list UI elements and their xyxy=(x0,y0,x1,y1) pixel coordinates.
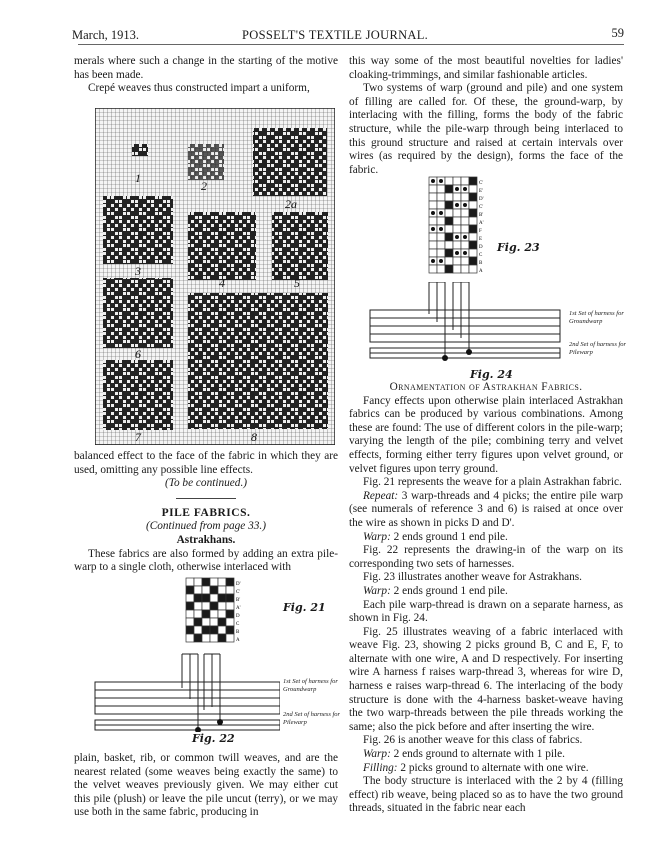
weave-cell xyxy=(461,241,469,249)
weave-cell xyxy=(437,241,445,249)
weave-cell xyxy=(453,225,461,233)
weave-cell xyxy=(437,185,445,193)
row-label: A' xyxy=(236,606,241,611)
weave-block-5 xyxy=(272,212,328,280)
weave-cell xyxy=(445,209,453,217)
weave-cell xyxy=(461,217,469,225)
section-title: PILE FABRICS. xyxy=(161,506,251,519)
section-divider xyxy=(176,498,236,499)
weave-cell xyxy=(210,610,218,618)
weave-cell xyxy=(437,217,445,225)
weave-cell xyxy=(186,602,194,610)
fig-23-caption: Fig. 23 xyxy=(497,241,540,254)
row-label: F xyxy=(479,229,482,234)
paragraph: Two systems of warp (ground and pile) and one system of filling are called for. Of these, the ground-warp, by interlacing with the filling, forms the body of the fabric structure, while the pile-warp through being interlaced to this ground structure and raised at certain intervals over wires (as required by the design), forms the face of the fabric. xyxy=(349,82,623,176)
paragraph-text: 2 ends ground 1 end pile. xyxy=(390,530,508,543)
weave-cell xyxy=(202,602,210,610)
weave-cell xyxy=(469,193,477,201)
paragraph: merals where such a change in the starting of the motive has been made. xyxy=(74,55,338,81)
weave-dot xyxy=(455,235,459,239)
figure-label: 6 xyxy=(135,347,141,361)
figure-label: 2a xyxy=(285,197,297,211)
fig-21-caption: Fig. 21 xyxy=(283,601,326,614)
row-label: D xyxy=(236,614,240,619)
row-label: D xyxy=(479,245,483,250)
weave-cell xyxy=(218,618,226,626)
fig-24-caption: Fig. 24 xyxy=(470,368,513,381)
weave-cell xyxy=(194,578,202,586)
weave-cell xyxy=(461,225,469,233)
weave-dot xyxy=(439,227,443,231)
weave-dot xyxy=(431,211,435,215)
weave-cell xyxy=(437,249,445,257)
weave-dot xyxy=(431,227,435,231)
paragraph xyxy=(349,531,623,545)
weave-block-4 xyxy=(188,212,256,280)
weave-cell xyxy=(202,626,210,634)
paragraph: Fig. 25 illustrates weaving of a fabric interlaced with weave Fig. 23, showing 2 picks ground B, C and E, F, to alternate with one wire, A and D respectively. For inserting wire A harness f raises warp-thread 3, whereas for wire D, harness e raises warp-thread 6. The interlacing of the body structure is done with the 4-harness basket-weave having the two warp-threads between the pile threads working the same; also the pick before and after inserting the wire. xyxy=(349,625,623,733)
paragraph: The body structure is interlaced with the 2 by 4 (filling effect) rib weave, being placed so as to have the two ground threads, situated in the fabric near each xyxy=(349,775,623,815)
paragraph: Each pile warp-thread is drawn on a separate harness, as shown in Fig. 24. xyxy=(349,598,623,625)
weave-cell xyxy=(469,201,477,209)
row-label: C xyxy=(236,622,240,627)
page-number: 59 xyxy=(611,26,624,40)
paragraph xyxy=(349,490,623,531)
paragraph-label: Warp: xyxy=(363,530,391,543)
subsection-title: Astrakhans. xyxy=(176,533,236,546)
weave-cell xyxy=(453,257,461,265)
weave-cell xyxy=(461,177,469,185)
weave-cell xyxy=(226,578,234,586)
weave-block-7 xyxy=(103,360,173,430)
left-column-top xyxy=(74,55,338,96)
paragraph: These fabrics are also formed by adding an extra pile-warp to a single cloth, otherwise interlaced with xyxy=(74,547,338,574)
weave-dot xyxy=(431,259,435,263)
fig-22-label-1: 1st Set of harness for Groundwarp xyxy=(283,678,338,693)
weave-cell xyxy=(202,618,210,626)
figure-label: 3 xyxy=(135,264,141,278)
fig-22-caption: Fig. 22 xyxy=(192,732,235,745)
weave-cell xyxy=(186,634,194,642)
row-label: C xyxy=(479,253,483,258)
fig-24-harness-diagram xyxy=(365,282,565,366)
weave-cell xyxy=(429,233,437,241)
weave-cell xyxy=(218,594,226,602)
weave-cell xyxy=(218,610,226,618)
weave-cell xyxy=(453,193,461,201)
weave-cell xyxy=(218,586,226,594)
paragraph-text: 2 ends ground 1 end pile. xyxy=(390,584,508,597)
weave-cell xyxy=(186,610,194,618)
weave-cell xyxy=(226,626,234,634)
weave-cell xyxy=(218,578,226,586)
fig-21-weave-diagram xyxy=(185,577,255,643)
paragraph: Crepé weaves thus constructed impart a uniform, xyxy=(88,82,310,95)
weave-cell xyxy=(469,265,477,273)
weave-cell xyxy=(453,265,461,273)
weave-dot xyxy=(455,251,459,255)
weave-cell xyxy=(194,594,202,602)
weave-cell xyxy=(469,225,477,233)
weave-cell xyxy=(445,177,453,185)
right-column-top xyxy=(349,55,623,177)
row-label: A xyxy=(236,638,240,643)
weave-cell xyxy=(429,185,437,193)
row-label: C' xyxy=(236,590,241,595)
weave-cell xyxy=(202,594,210,602)
weave-cell xyxy=(186,618,194,626)
left-column-bottom xyxy=(74,752,338,820)
paragraph: Fig. 21 represents the weave for a plain Astrakhan fabric. xyxy=(363,476,622,489)
paragraph xyxy=(349,762,623,776)
weave-cell xyxy=(194,618,202,626)
paragraph-label: Warp: xyxy=(363,748,391,761)
weave-cell xyxy=(469,177,477,185)
figure-label: 7 xyxy=(135,430,141,444)
weave-cell xyxy=(186,626,194,634)
weave-cell xyxy=(202,586,210,594)
weave-cell xyxy=(469,257,477,265)
weave-cell xyxy=(445,201,453,209)
row-label: E' xyxy=(479,189,483,194)
paragraph: balanced effect to the face of the fabric in which they are used, omitting any possible line effects. xyxy=(74,450,338,476)
paragraph-text: 3 warp-threads and 4 picks; the entire pile warp (see numerals of reference 3 and 6) is raised at once over the wire as shown in picks D and D'. xyxy=(349,489,623,529)
section-continued-note: (Continued from page 33.) xyxy=(145,520,267,533)
weave-cell xyxy=(445,233,453,241)
continued-note: (To be continued.) xyxy=(164,477,248,490)
weave-cell xyxy=(194,626,202,634)
weave-cell xyxy=(210,634,218,642)
section-title: Ornamentation of Astrakhan Fabrics. xyxy=(389,381,583,393)
weave-cell xyxy=(453,209,461,217)
weave-cell xyxy=(453,177,461,185)
weave-cell xyxy=(469,209,477,217)
weave-dot xyxy=(463,187,467,191)
weave-cell xyxy=(429,193,437,201)
weave-dot xyxy=(455,187,459,191)
weave-cell xyxy=(226,610,234,618)
paragraph-text: 2 picks ground to alternate with one wire. xyxy=(397,761,589,774)
weave-cell xyxy=(461,193,469,201)
figure-label: 5 xyxy=(294,276,300,290)
weave-cell xyxy=(445,257,453,265)
weave-cell xyxy=(461,257,469,265)
row-label: B xyxy=(479,261,483,266)
weave-dot xyxy=(463,203,467,207)
left-column-mid xyxy=(74,450,338,575)
weave-cell xyxy=(469,217,477,225)
weave-cell xyxy=(437,201,445,209)
weave-cell xyxy=(202,578,210,586)
row-label: E xyxy=(479,237,483,242)
paragraph: Fancy effects upon otherwise plain interlaced Astrakhan fabrics can be produced by various combinations. Among these are found: The use of different colors in the pile-warp; varying the length of the pile; combining terry and velvet effects, forming either terry figures upon velvet ground, or velvet figures upon terry ground. xyxy=(349,394,623,475)
paragraph: plain, basket, rib, or common twill weaves, and are the nearest related (some weaves being exactly the same) to the velvet weaves previously given. We may either cut this pile (plush) or leave the pile uncut (terry), or we may use both in the same fabric, producing in xyxy=(74,752,338,819)
row-label: C' xyxy=(479,181,484,186)
weave-block-1 xyxy=(132,144,148,156)
fig-22-harness-diagram xyxy=(80,652,280,732)
page-header xyxy=(72,24,624,46)
weave-cell xyxy=(469,241,477,249)
paragraph: this way some of the most beautiful novelties for ladies' cloaking-trimmings, and similar fashionable articles. xyxy=(349,55,623,81)
weave-cell xyxy=(469,185,477,193)
weave-cell xyxy=(202,634,210,642)
figure-label: 2 xyxy=(201,179,207,193)
weave-cell xyxy=(429,265,437,273)
weave-cell xyxy=(194,610,202,618)
fig-24-label-2: 2nd Set of harness for Pilewarp xyxy=(569,341,627,356)
weave-dot xyxy=(463,235,467,239)
paragraph: Fig. 22 represents the drawing-in of the warp on its corresponding two sets of harnesses. xyxy=(349,544,623,570)
weave-cell xyxy=(210,594,218,602)
right-column-main xyxy=(349,381,623,816)
weave-cell xyxy=(445,249,453,257)
weave-cell xyxy=(437,233,445,241)
paragraph: Fig. 23 illustrates another weave for Astrakhans. xyxy=(363,571,582,584)
row-label: D' xyxy=(236,582,241,587)
weave-dot xyxy=(431,179,435,183)
weave-cell xyxy=(186,594,194,602)
weave-block-6 xyxy=(103,278,173,348)
weave-cell xyxy=(469,249,477,257)
issue-date: March, 1913. xyxy=(72,28,139,42)
weave-cell xyxy=(226,586,234,594)
weave-dot xyxy=(439,211,443,215)
weave-cell xyxy=(186,586,194,594)
weave-cell xyxy=(453,241,461,249)
weave-cell xyxy=(218,602,226,610)
figure-label: 4 xyxy=(219,276,225,290)
fig-24-label-1: 1st Set of harness for Groundwarp xyxy=(569,310,624,325)
weave-cell xyxy=(445,185,453,193)
row-label: A' xyxy=(479,221,484,226)
row-label: B xyxy=(236,630,240,635)
journal-title: POSSELT'S TEXTILE JOURNAL. xyxy=(242,28,429,42)
weave-dot xyxy=(463,251,467,255)
weave-cell xyxy=(194,634,202,642)
weave-dot xyxy=(455,203,459,207)
paragraph xyxy=(349,748,623,762)
weave-cell xyxy=(210,618,218,626)
crepe-weave-design-figure xyxy=(95,108,335,445)
paragraph-label: Filling: xyxy=(363,761,398,774)
weave-cell xyxy=(445,241,453,249)
weave-cell xyxy=(226,618,234,626)
weave-dot xyxy=(439,259,443,263)
weave-cell xyxy=(210,626,218,634)
weave-cell xyxy=(437,193,445,201)
row-label: C' xyxy=(479,205,484,210)
weave-cell xyxy=(461,265,469,273)
paragraph xyxy=(349,585,623,599)
weave-cell xyxy=(429,201,437,209)
weave-cell xyxy=(445,265,453,273)
weave-cell xyxy=(429,241,437,249)
weave-block-3 xyxy=(103,196,173,264)
weave-cell xyxy=(445,193,453,201)
paragraph-label: Warp: xyxy=(363,584,391,597)
paragraph-label: Repeat: xyxy=(363,489,399,502)
row-label: B' xyxy=(479,213,484,218)
weave-cell xyxy=(445,225,453,233)
weave-cell xyxy=(226,602,234,610)
weave-cell xyxy=(429,217,437,225)
paragraph: Fig. 26 is another weave for this class of fabrics. xyxy=(363,734,583,747)
weave-cell xyxy=(469,233,477,241)
weave-cell xyxy=(461,209,469,217)
weave-cell xyxy=(429,249,437,257)
row-label: B' xyxy=(236,598,241,603)
weave-cell xyxy=(453,217,461,225)
figure-label: 8 xyxy=(251,430,257,444)
weave-cell xyxy=(210,602,218,610)
paragraph-text: 2 ends ground to alternate with 1 pile. xyxy=(390,748,565,761)
weave-block-8 xyxy=(188,293,328,429)
weave-cell xyxy=(194,602,202,610)
weave-cell xyxy=(186,578,194,586)
figure-label: 1 xyxy=(135,171,141,185)
row-label: D' xyxy=(479,197,484,202)
fig-22-label-2: 2nd Set of harness for Pilewarp xyxy=(283,711,341,726)
weave-cell xyxy=(218,634,226,642)
weave-block-2a xyxy=(253,128,327,196)
weave-cell xyxy=(445,217,453,225)
weave-cell xyxy=(226,594,234,602)
row-label: A xyxy=(479,269,483,274)
weave-cell xyxy=(194,586,202,594)
weave-cell xyxy=(202,610,210,618)
weave-block-2 xyxy=(188,144,224,180)
weave-dot xyxy=(439,179,443,183)
weave-cell xyxy=(437,265,445,273)
weave-cell xyxy=(210,586,218,594)
weave-cell xyxy=(226,634,234,642)
weave-cell xyxy=(210,578,218,586)
weave-cell xyxy=(218,626,226,634)
header-rule xyxy=(78,44,624,45)
fig-23-weave-diagram xyxy=(428,176,498,276)
